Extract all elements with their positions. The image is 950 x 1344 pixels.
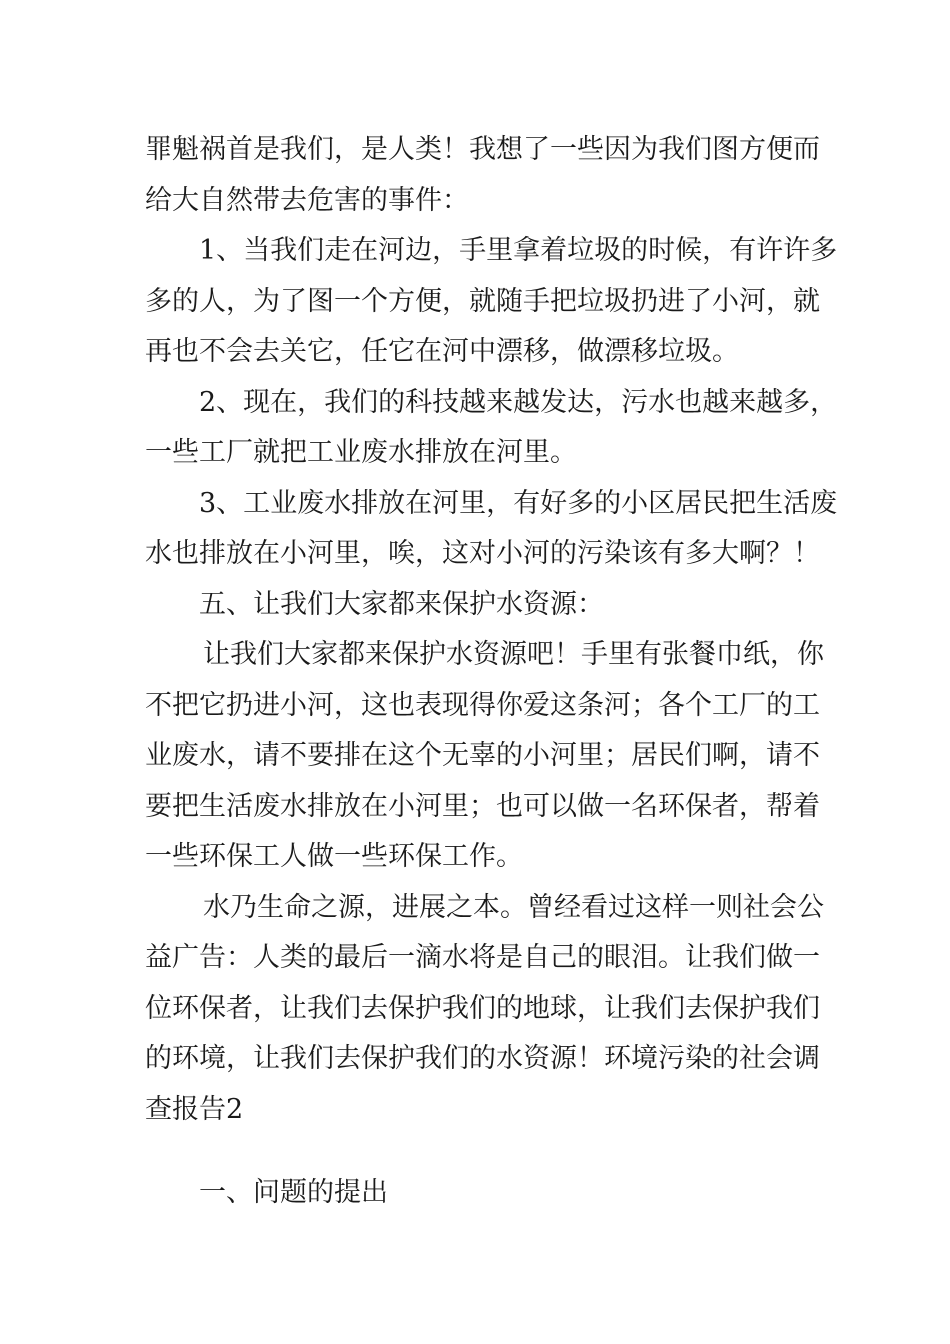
- text-line-14: 要把生活废水排放在小河里；也可以做一名环保者，帮着: [145, 790, 820, 822]
- text-line-20: 查报告2: [145, 1093, 244, 1125]
- text-line-16: 水乃生命之源，进展之本。曾经看过这样一则社会公: [203, 891, 824, 923]
- text-line-8: 3、工业废水排放在河里，有好多的小区居民把生活废: [199, 487, 838, 519]
- text-line-12: 不把它扔进小河，这也表现得你爱这条河；各个工厂的工: [145, 689, 820, 721]
- text-line-13: 业废水，请不要排在这个无辜的小河里；居民们啊，请不: [145, 740, 820, 771]
- text-line-1: 罪魁祸首是我们，是人类！我想了一些因为我们图方便而: [145, 134, 820, 165]
- text-line-6: 2、现在，我们的科技越来越发达，污水也越来越多，: [199, 386, 838, 418]
- text-line-11: 让我们大家都来保护水资源吧！手里有张餐巾纸，你: [203, 639, 824, 670]
- text-line-9: 水也排放在小河里，唉，这对小河的污染该有多大啊？！: [145, 538, 820, 569]
- text-line-10: 五、让我们大家都来保护水资源：: [199, 588, 604, 620]
- body-text: [145, 125, 838, 1135]
- text-line-5: 再也不会去关它，任它在河中漂移，做漂移垃圾。: [145, 336, 739, 367]
- text-line-17: 益广告：人类的最后一滴水将是自己的眼泪。让我们做一: [145, 942, 820, 973]
- text-line-19: 的环境，让我们去保护我们的水资源！环境污染的社会调: [145, 1043, 820, 1074]
- text-line-15: 一些环保工人做一些环保工作。: [145, 841, 523, 872]
- text-line-7: 一些工厂就把工业废水排放在河里。: [145, 437, 577, 468]
- section-heading: 一、问题的提出: [199, 1177, 388, 1208]
- text-line-18: 位环保者，让我们去保护我们的地球，让我们去保护我们: [145, 992, 820, 1024]
- text-line-4: 多的人，为了图一个方便，就随手把垃圾扔进了小河，就: [145, 285, 820, 317]
- text-line-2: 给大自然带去危害的事件：: [145, 184, 469, 216]
- text-line-3: 1、当我们走在河边，手里拿着垃圾的时候，有许许多: [199, 235, 838, 266]
